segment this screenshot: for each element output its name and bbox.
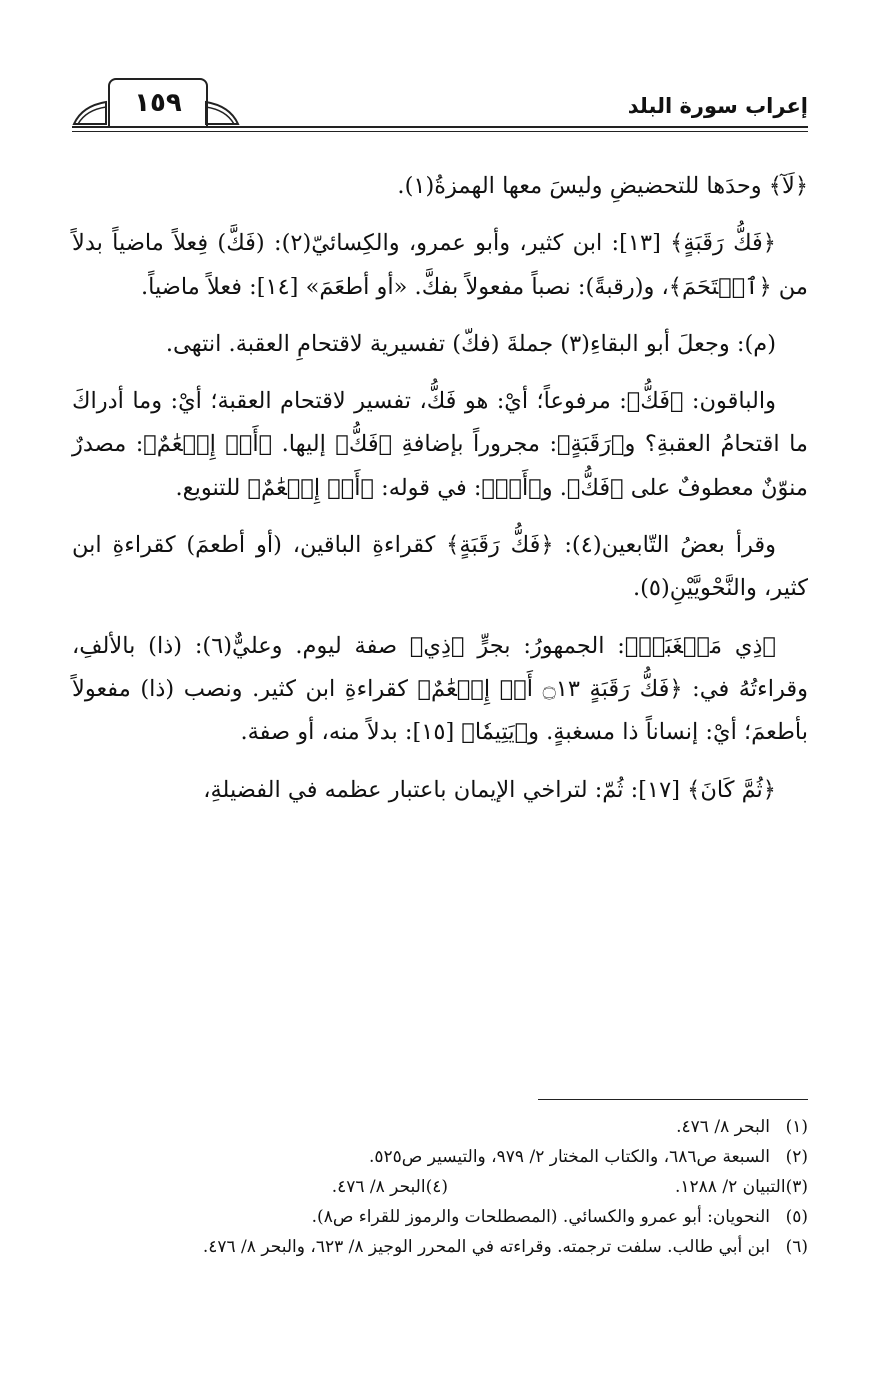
footnote-text: ابن أبي طالب. سلفت ترجمته. وقراءته في المحرر الوجيز ٨/ ٦٢٣، والبحر ٨/ ٤٧٦. <box>202 1237 770 1257</box>
paragraph: ﴿فَكُّ رَقَبَةٍ﴾ [١٣]: ابن كثير، وأبو عمرو، والكِسائيّ(٢): (فَكَّ) فِعلاً ماضياً بدلاً من ﴿ٱقۡتَحَمَ﴾، و(رقبةً): نصباً مفعولاً بفكَّ. «أو أطعَمَ» [١٤]: فعلاً ماضياً. <box>72 230 808 300</box>
footnote-row <box>72 1172 808 1202</box>
book-icon <box>72 96 108 126</box>
book-icon <box>204 96 240 126</box>
footnote <box>72 1202 808 1232</box>
footnote <box>72 1142 808 1172</box>
footnote-text: البحر ٨/ ٤٧٦. <box>331 1177 426 1197</box>
footnote <box>72 1232 808 1262</box>
footnote-number: (٣) <box>785 1177 808 1197</box>
footnote-number: (١) <box>785 1117 808 1137</box>
paragraph: والباقون: ﴿فَكُّ﴾: مرفوعاً؛ أيْ: هو فَكُّ، تفسير لاقتحام العقبة؛ أيْ: وما أدراكَ ما اقتحامُ العقبةِ؟ و﴿رَقَبَةٍ﴾: مجروراً بإضافةِ ﴿فَكُّ﴾ إليها. ﴿أَوۡ إِطۡعَٰمٌ﴾: مصدرٌ منوّنٌ معطوفٌ على ﴿فَكُّ﴾. و﴿أَوۡ﴾: في قوله: ﴿أَوۡ إِطۡعَٰمٌ﴾ للتنويع. <box>72 388 808 501</box>
paragraph: (م): وجعلَ أبو البقاءِ(٣) جملةَ (فكّ) تفسيرية لاقتحامِ العقبة. انتهى. <box>165 330 776 357</box>
header-rule-thin <box>72 131 808 132</box>
page-number: ١٥٩ <box>134 88 182 118</box>
footnote <box>88 1172 448 1202</box>
paragraph: وقرأ بعضُ التّابعين(٤): ﴿فَكُّ رَقَبَةٍ﴾ كقراءةِ الباقين، (أو أطعمَ) كقراءةِ ابن كثير، والنَّحْويَّيْنِ(٥). <box>72 532 808 602</box>
page-number-box <box>108 78 208 128</box>
footnotes <box>72 1112 808 1262</box>
footnote <box>448 1172 808 1202</box>
running-title: إعراب سورة البلد <box>627 94 808 118</box>
page-header <box>72 78 808 138</box>
footnote-number: (٥) <box>785 1207 808 1227</box>
paragraph: ﴿ثُمَّ كَانَ﴾ [١٧]: ثُمّ: لتراخي الإيمان باعتبار عظمه في الفضيلةِ، <box>203 776 776 803</box>
footnote-text: السبعة ص٦٨٦، والكتاب المختار ٢/ ٩٧٩، والتيسير ص٥٢٥. <box>368 1147 770 1167</box>
footnote-text: البحر ٨/ ٤٧٦. <box>676 1117 770 1137</box>
footnote <box>72 1112 808 1142</box>
paragraph: ﴿ذِي مَسۡغَبَةٖ﴾: الجمهورُ: بجرٍّ ﴿ذِي﴾ صفة ليوم. وعليٌّ(٦): (ذا) بالألفِ، وقراءتُهُ في: ﴿فَكُّ رَقَبَةٍ ۝١٣ أَوۡ إِطۡعَٰمٌ﴾ كقراءةِ ابن كثير. ونصب (ذا) مفعولاً بأطعمَ؛ أيْ: إنساناً ذا مسغبةٍ. و﴿يَتِيمٗا﴾ [١٥]: بدلاً منه، أو صفة. <box>72 632 808 746</box>
footnote-number: (٢) <box>785 1147 808 1167</box>
footnote-number: (٦) <box>785 1237 808 1257</box>
footnote-number: (٤) <box>425 1177 448 1197</box>
header-rule <box>72 126 808 128</box>
footnote-separator <box>538 1099 808 1100</box>
footnote-text: التبيان ٢/ ١٢٨٨. <box>674 1177 786 1197</box>
paragraph: ﴿لَآ﴾ وحدَها للتحضيضِ وليسَ معها الهمزةُ(١). <box>397 173 808 199</box>
footnote-text: النحويان: أبو عمرو والكسائي. (المصطلحات والرموز للقراء ص٨). <box>311 1207 770 1227</box>
main-text <box>72 165 808 826</box>
